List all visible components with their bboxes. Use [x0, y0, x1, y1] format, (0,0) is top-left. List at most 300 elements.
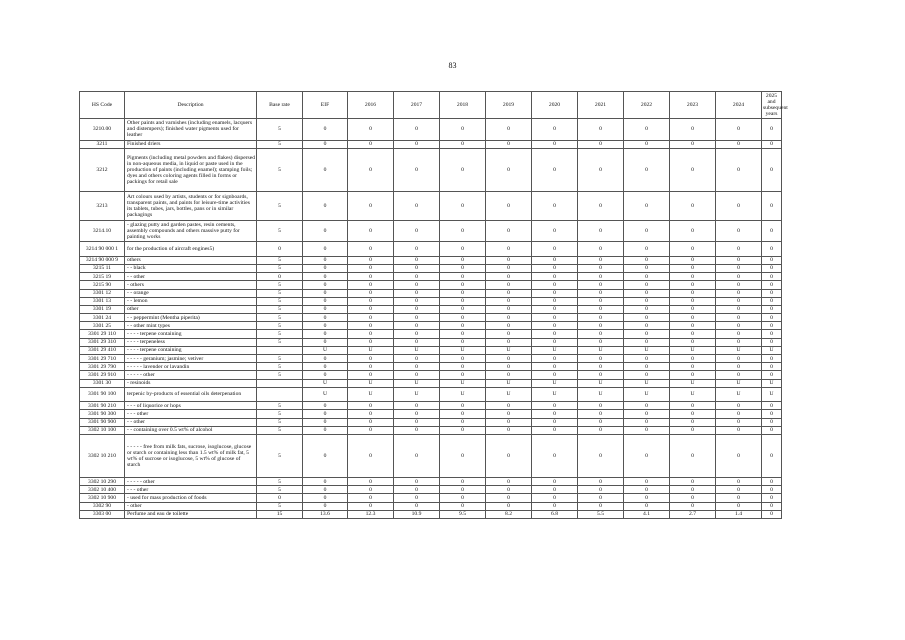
- rate-cell: 0: [486, 322, 532, 330]
- rate-cell: 0: [716, 322, 762, 330]
- rate-cell: 0: [394, 281, 440, 289]
- rate-cell: 0: [716, 305, 762, 313]
- rate-cell: U: [716, 379, 762, 387]
- rate-cell: 0: [532, 242, 578, 256]
- description-cell: - - - - - geranium; jasmine; vetiver: [125, 355, 257, 363]
- rate-cell: 0: [670, 338, 716, 346]
- rate-cell: 5: [257, 322, 303, 330]
- hs-code-cell: 3301 25: [80, 322, 125, 330]
- rate-cell: 5: [257, 330, 303, 338]
- rate-cell: 0: [670, 242, 716, 256]
- rate-cell: 0: [578, 256, 624, 264]
- rate-cell: 0: [578, 478, 624, 486]
- rate-cell: 0: [303, 281, 348, 289]
- rate-cell: 5: [257, 426, 303, 434]
- rate-cell: U: [486, 387, 532, 401]
- column-header: 2020: [532, 92, 578, 119]
- rate-cell: 0: [440, 355, 486, 363]
- rate-cell: 0: [762, 273, 782, 281]
- rate-cell: 12.3: [348, 510, 394, 518]
- table-row: [80, 363, 782, 371]
- rate-cell: 0: [670, 371, 716, 379]
- rate-cell: 0: [670, 486, 716, 494]
- rate-cell: 0: [532, 256, 578, 264]
- rate-cell: 0: [762, 418, 782, 426]
- rate-cell: 0: [257, 273, 303, 281]
- rate-cell: 0: [303, 402, 348, 410]
- table-row: [80, 289, 782, 297]
- column-header: EIF: [303, 92, 348, 119]
- description-cell: - - - of liquorice or hops: [125, 402, 257, 410]
- rate-cell: 0: [394, 338, 440, 346]
- description-cell: Finished driers: [125, 140, 257, 148]
- description-cell: - - lemon: [125, 297, 257, 305]
- rate-cell: 0: [578, 289, 624, 297]
- rate-cell: 0: [440, 363, 486, 371]
- description-cell: - - - other: [125, 410, 257, 418]
- rate-cell: 0: [716, 140, 762, 148]
- rate-cell: 0: [624, 330, 670, 338]
- rate-cell: 0: [303, 478, 348, 486]
- hs-code-cell: 3301 90 900: [80, 418, 125, 426]
- hs-code-cell: 3301 29 310: [80, 338, 125, 346]
- rate-cell: 0: [624, 502, 670, 510]
- rate-cell: 0: [762, 119, 782, 141]
- rate-cell: 0: [394, 410, 440, 418]
- rate-cell: 0: [532, 402, 578, 410]
- table-row: [80, 314, 782, 322]
- rate-cell: 0: [486, 289, 532, 297]
- rate-cell: 0: [762, 305, 782, 313]
- description-cell: - used for mass production of foods: [125, 494, 257, 502]
- rate-cell: 0: [624, 371, 670, 379]
- description-cell: - glazing putty and garden pastes, resin cements, assembly compounds and others massive putty for painting works: [125, 220, 257, 242]
- rate-cell: 5: [257, 281, 303, 289]
- rate-cell: 0: [532, 191, 578, 220]
- rate-cell: U: [762, 346, 782, 354]
- table-row: [80, 242, 782, 256]
- rate-cell: 0: [624, 289, 670, 297]
- rate-cell: 0: [486, 314, 532, 322]
- rate-cell: 0: [670, 264, 716, 272]
- table-body: [80, 119, 782, 519]
- column-header: 2023: [670, 92, 716, 119]
- rate-cell: 0: [670, 119, 716, 141]
- rate-cell: 0: [440, 242, 486, 256]
- description-cell: Other paints and varnishes (including enamels, lacquers and distempers); finished water pigments used for leather: [125, 119, 257, 141]
- hs-code-cell: 3301 12: [80, 289, 125, 297]
- rate-cell: 0: [670, 281, 716, 289]
- hs-code-cell: 3301 29 910: [80, 371, 125, 379]
- rate-cell: 0: [578, 297, 624, 305]
- rate-cell: 0: [624, 410, 670, 418]
- rate-cell: 0: [532, 363, 578, 371]
- rate-cell: 0: [578, 363, 624, 371]
- rate-cell: U: [578, 346, 624, 354]
- description-cell: - - other: [125, 418, 257, 426]
- rate-cell: 0: [394, 494, 440, 502]
- rate-cell: 9.5: [440, 510, 486, 518]
- table-row: [80, 140, 782, 148]
- rate-cell: U: [624, 387, 670, 401]
- rate-cell: 0: [440, 264, 486, 272]
- rate-cell: U: [578, 387, 624, 401]
- rate-cell: 0: [394, 140, 440, 148]
- rate-cell: 0: [440, 402, 486, 410]
- rate-cell: 0: [670, 220, 716, 242]
- rate-cell: 0: [348, 502, 394, 510]
- rate-cell: 0: [348, 402, 394, 410]
- rate-cell: 0: [303, 297, 348, 305]
- rate-cell: 0: [716, 338, 762, 346]
- column-header: 2019: [486, 92, 532, 119]
- description-cell: - - peppermint (Mentha piperita): [125, 314, 257, 322]
- rate-cell: 0: [670, 355, 716, 363]
- rate-cell: 0: [303, 191, 348, 220]
- rate-cell: 0: [348, 314, 394, 322]
- rate-cell: 0: [440, 371, 486, 379]
- rate-cell: 0: [670, 330, 716, 338]
- rate-cell: 0: [532, 478, 578, 486]
- rate-cell: 0: [394, 264, 440, 272]
- rate-cell: 0: [440, 281, 486, 289]
- rate-cell: 0: [440, 256, 486, 264]
- rate-cell: 0: [670, 305, 716, 313]
- rate-cell: 0: [762, 140, 782, 148]
- rate-cell: 0: [532, 371, 578, 379]
- hs-code-cell: 3301 90 210: [80, 402, 125, 410]
- rate-cell: 0: [440, 330, 486, 338]
- rate-cell: 0: [762, 322, 782, 330]
- table-row: [80, 148, 782, 191]
- rate-cell: 0: [440, 434, 486, 477]
- rate-cell: 0: [486, 486, 532, 494]
- rate-cell: 0: [486, 410, 532, 418]
- rate-cell: U: [348, 387, 394, 401]
- hs-code-cell: 3212: [80, 148, 125, 191]
- rate-cell: 0: [394, 355, 440, 363]
- page-number: 83: [448, 61, 457, 70]
- rate-cell: 0: [486, 264, 532, 272]
- rate-cell: U: [348, 346, 394, 354]
- rate-cell: 0: [578, 191, 624, 220]
- rate-cell: 0: [762, 486, 782, 494]
- rate-cell: 5: [257, 148, 303, 191]
- rate-cell: 0: [624, 486, 670, 494]
- rate-cell: 0: [303, 242, 348, 256]
- rate-cell: 0: [762, 338, 782, 346]
- rate-cell: 0: [348, 363, 394, 371]
- rate-cell: 0: [348, 289, 394, 297]
- rate-cell: 0: [440, 322, 486, 330]
- rate-cell: 0: [578, 264, 624, 272]
- rate-cell: 0: [716, 355, 762, 363]
- description-cell: - others: [125, 281, 257, 289]
- rate-cell: 0: [440, 273, 486, 281]
- rate-cell: 0: [348, 434, 394, 477]
- rate-cell: 0: [762, 434, 782, 477]
- description-cell: - - orange: [125, 289, 257, 297]
- table-row: [80, 502, 782, 510]
- rate-cell: 0: [716, 119, 762, 141]
- rate-cell: 0: [394, 305, 440, 313]
- rate-cell: 0: [670, 273, 716, 281]
- rate-cell: 0: [440, 494, 486, 502]
- rate-cell: U: [670, 379, 716, 387]
- rate-cell: 0: [670, 140, 716, 148]
- rate-cell: 0: [762, 191, 782, 220]
- rate-cell: 0: [578, 148, 624, 191]
- table-row: [80, 220, 782, 242]
- table-row: [80, 297, 782, 305]
- rate-cell: 0: [440, 289, 486, 297]
- rate-cell: 0: [624, 273, 670, 281]
- rate-cell: 0: [624, 220, 670, 242]
- rate-cell: [257, 379, 303, 387]
- rate-cell: 0: [348, 242, 394, 256]
- rate-cell: 0: [762, 220, 782, 242]
- rate-cell: 0: [348, 478, 394, 486]
- rate-cell: 0: [670, 494, 716, 502]
- rate-cell: 0: [532, 494, 578, 502]
- rate-cell: 0: [578, 119, 624, 141]
- rate-cell: 0: [303, 434, 348, 477]
- rate-cell: 0: [624, 402, 670, 410]
- rate-cell: 0: [716, 410, 762, 418]
- rate-cell: 0: [348, 322, 394, 330]
- rate-cell: 5: [257, 418, 303, 426]
- table-row: [80, 330, 782, 338]
- rate-cell: 0: [762, 264, 782, 272]
- rate-cell: 0: [440, 297, 486, 305]
- rate-cell: 5: [257, 434, 303, 477]
- rate-cell: 0: [532, 322, 578, 330]
- rate-cell: 0: [303, 264, 348, 272]
- rate-cell: 0: [716, 363, 762, 371]
- rate-cell: 0: [762, 281, 782, 289]
- hs-code-cell: 3214.10: [80, 220, 125, 242]
- rate-cell: 0: [716, 242, 762, 256]
- description-cell: Pigments (including metal powders and flakes) dispersed in non-aqueous media, in liquid or paste used in the production of paints (including enamel); stamping foils; dyes and others coloring agents filled in forms or packings for retail sale: [125, 148, 257, 191]
- hs-code-cell: 3301 29 410: [80, 346, 125, 354]
- rate-cell: 0: [394, 330, 440, 338]
- rate-cell: 0: [624, 426, 670, 434]
- rate-cell: 0: [440, 119, 486, 141]
- rate-cell: 0: [624, 264, 670, 272]
- rate-cell: 0: [486, 434, 532, 477]
- rate-cell: 0: [348, 418, 394, 426]
- rate-cell: 0: [716, 289, 762, 297]
- rate-cell: 10.9: [394, 510, 440, 518]
- table-row: [80, 418, 782, 426]
- rate-cell: 0: [440, 502, 486, 510]
- description-cell: for the production of aircraft engines5): [125, 242, 257, 256]
- rate-cell: 0: [348, 148, 394, 191]
- description-cell: - - - - - other: [125, 478, 257, 486]
- description-cell: - - - - - lavender or lavandin: [125, 363, 257, 371]
- rate-cell: 0: [532, 119, 578, 141]
- rate-cell: 0: [624, 355, 670, 363]
- rate-cell: U: [348, 379, 394, 387]
- column-header: HS Code: [80, 92, 125, 119]
- hs-code-cell: 3301 29 790: [80, 363, 125, 371]
- rate-cell: 0: [486, 502, 532, 510]
- rate-cell: 0: [532, 502, 578, 510]
- rate-cell: 0: [303, 355, 348, 363]
- rate-cell: 0: [394, 314, 440, 322]
- rate-cell: 0: [624, 478, 670, 486]
- rate-cell: 5: [257, 314, 303, 322]
- hs-code-cell: 3302 10 400: [80, 486, 125, 494]
- rate-cell: 0: [394, 502, 440, 510]
- rate-cell: 5: [257, 371, 303, 379]
- rate-cell: 0: [624, 434, 670, 477]
- rate-cell: 0: [440, 148, 486, 191]
- rate-cell: 0: [440, 486, 486, 494]
- table-row: [80, 191, 782, 220]
- rate-cell: 13.6: [303, 510, 348, 518]
- description-cell: - - black: [125, 264, 257, 272]
- rate-cell: U: [670, 346, 716, 354]
- rate-cell: 0: [394, 322, 440, 330]
- rate-cell: 0: [532, 140, 578, 148]
- table-row: [80, 273, 782, 281]
- rate-cell: 0: [532, 220, 578, 242]
- rate-cell: 0: [303, 426, 348, 434]
- rate-cell: 0: [348, 281, 394, 289]
- rate-cell: 0: [348, 140, 394, 148]
- table-row: [80, 434, 782, 477]
- description-cell: other: [125, 305, 257, 313]
- rate-cell: 0: [670, 289, 716, 297]
- rate-cell: 0: [578, 305, 624, 313]
- rate-cell: 0: [578, 338, 624, 346]
- rate-cell: 0: [670, 297, 716, 305]
- hs-code-cell: 3301 13: [80, 297, 125, 305]
- rate-cell: 0: [440, 220, 486, 242]
- rate-cell: 0: [486, 355, 532, 363]
- rate-cell: 5: [257, 191, 303, 220]
- rate-cell: 0: [578, 281, 624, 289]
- rate-cell: U: [394, 379, 440, 387]
- rate-cell: 5: [257, 402, 303, 410]
- description-cell: - - containing over 0.5 wt% of alcohol: [125, 426, 257, 434]
- description-cell: - - - - terpene containing: [125, 346, 257, 354]
- hs-code-cell: 3211: [80, 140, 125, 148]
- rate-cell: 0: [578, 402, 624, 410]
- rate-cell: 0: [624, 322, 670, 330]
- rate-cell: U: [440, 379, 486, 387]
- rate-cell: 5: [257, 289, 303, 297]
- tariff-schedule-table: [79, 91, 788, 519]
- rate-cell: 5: [257, 264, 303, 272]
- table-row: [80, 322, 782, 330]
- rate-cell: 0: [394, 289, 440, 297]
- rate-cell: U: [394, 346, 440, 354]
- rate-cell: 0: [394, 256, 440, 264]
- rate-cell: 0: [716, 478, 762, 486]
- rate-cell: U: [762, 387, 782, 401]
- rate-cell: 0: [394, 220, 440, 242]
- rate-cell: 0: [532, 297, 578, 305]
- rate-cell: 0: [303, 305, 348, 313]
- rate-cell: 0: [578, 273, 624, 281]
- rate-cell: 0: [762, 355, 782, 363]
- rate-cell: 0: [348, 191, 394, 220]
- rate-cell: 0: [486, 402, 532, 410]
- table-row: [80, 371, 782, 379]
- rate-cell: 0: [303, 338, 348, 346]
- rate-cell: 0: [486, 256, 532, 264]
- rate-cell: 0: [348, 330, 394, 338]
- description-cell: - - - - - other: [125, 371, 257, 379]
- column-header: 2021: [578, 92, 624, 119]
- rate-cell: 0: [303, 273, 348, 281]
- rate-cell: 0: [348, 338, 394, 346]
- rate-cell: 0: [486, 494, 532, 502]
- rate-cell: 0: [532, 338, 578, 346]
- rate-cell: 0: [348, 273, 394, 281]
- hs-code-cell: 3301 24: [80, 314, 125, 322]
- rate-cell: 0: [716, 494, 762, 502]
- rate-cell: 0: [394, 486, 440, 494]
- rate-cell: U: [716, 387, 762, 401]
- rate-cell: 0: [762, 402, 782, 410]
- hs-code-cell: 3215 11: [80, 264, 125, 272]
- rate-cell: 0: [348, 410, 394, 418]
- rate-cell: 0: [486, 418, 532, 426]
- rate-cell: U: [394, 387, 440, 401]
- description-cell: terpenic by-products of essential oils deterpenation: [125, 387, 257, 401]
- rate-cell: 0: [578, 486, 624, 494]
- rate-cell: 0: [716, 148, 762, 191]
- rate-cell: 0: [578, 322, 624, 330]
- rate-cell: 0: [762, 289, 782, 297]
- rate-cell: 0: [578, 140, 624, 148]
- rate-cell: 0: [348, 371, 394, 379]
- rate-cell: 5: [257, 478, 303, 486]
- rate-cell: 0: [486, 119, 532, 141]
- column-header: 2016: [348, 92, 394, 119]
- rate-cell: 0: [578, 355, 624, 363]
- rate-cell: 0: [578, 242, 624, 256]
- rate-cell: U: [624, 346, 670, 354]
- rate-cell: 0: [486, 242, 532, 256]
- description-cell: others: [125, 256, 257, 264]
- rate-cell: 0: [716, 502, 762, 510]
- rate-cell: 0: [670, 148, 716, 191]
- hs-code-cell: 3213: [80, 191, 125, 220]
- rate-cell: 0: [348, 297, 394, 305]
- rate-cell: 5: [257, 410, 303, 418]
- rate-cell: 0: [762, 426, 782, 434]
- rate-cell: 0: [578, 314, 624, 322]
- rate-cell: 0: [624, 256, 670, 264]
- rate-cell: 0: [303, 494, 348, 502]
- rate-cell: 0: [303, 322, 348, 330]
- rate-cell: 0: [303, 486, 348, 494]
- rate-cell: 0: [532, 148, 578, 191]
- rate-cell: U: [670, 387, 716, 401]
- hs-code-cell: 3215 19: [80, 273, 125, 281]
- rate-cell: 0: [348, 220, 394, 242]
- table-row: [80, 426, 782, 434]
- rate-cell: 0: [716, 273, 762, 281]
- rate-cell: 0: [394, 402, 440, 410]
- description-cell: - - - - terpeneless: [125, 338, 257, 346]
- rate-cell: 5: [257, 305, 303, 313]
- rate-cell: U: [624, 379, 670, 387]
